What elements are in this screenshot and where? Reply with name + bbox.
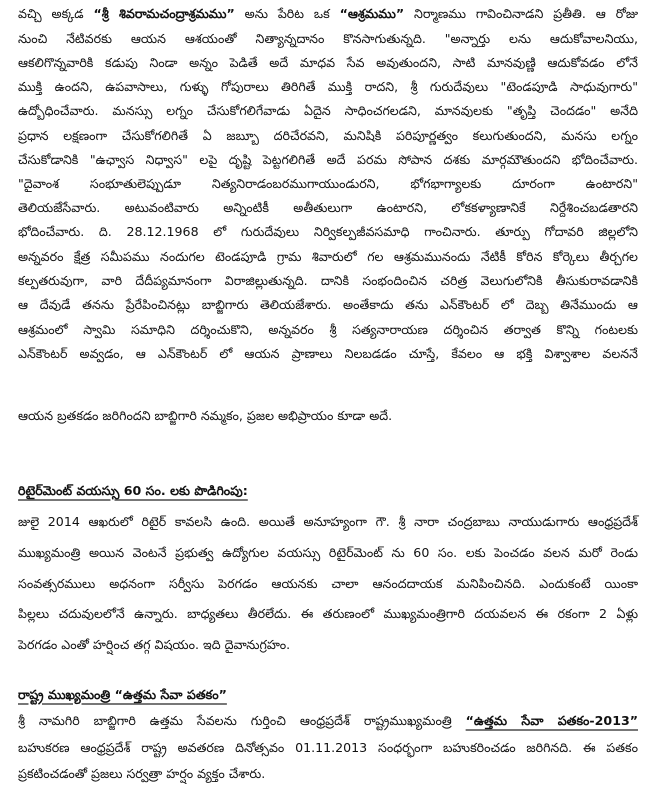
award-title-bold: “ఉత్తమ సేవా పతకం-2013” <box>465 713 638 728</box>
section2-line: పిల్లలు చదువులలోనే ఉన్నారు. బాధ్యతలు తీరలేదు. ఈ తరుణంలో ముఖ్యమంత్రిగారి దయవలన ఈ రకంగా 2 ఏళ్లు <box>18 606 638 621</box>
paragraph1-line: ప్రధాన లక్షణంగా చేసుకోగలిగితే ఏ జబ్బూ దరిచేరవని, మనిషికి పరిపూర్ణత్వం కలుగుతుందని, మనసు లగ్నం <box>18 128 638 143</box>
section3-line <box>18 709 638 733</box>
paragraph1-line: కల్పతరువుగా, వారి దేదీప్యమానంగా విరాజిల్లుతున్నది. దానికి సంభందించిన చరిత్ర వెలుగులోనికి తీసుకురావడానికి <box>18 273 638 288</box>
paragraph1-line: ఆ దేవుడే తనను ప్రేరేపించినట్లు బాబ్జిగారు తెలియజేశారు. అంతేకాదు తను ఎన్‌కౌంటర్ లో దెబ్బ తినేముందు ఆ <box>18 297 638 312</box>
paragraph1-line: ఎన్‌కౌంటర్ అవ్వడం, ఆ ఎన్‌కౌంటర్ లో ఆయన ప్రాణాలు నిలబడడం చూస్తే, కేవలం ఆ భక్తి విశ్వాశాల వలననే <box>18 346 638 361</box>
section-heading-retirement: రిటైర్‌మెంట్ వయస్సు 60 సం. లకు పొడిగింపు: <box>18 483 248 498</box>
text-span: అను పేరిట ఒక <box>234 6 340 21</box>
paragraph1-line: ముక్తి ఉందని, ఉపవాసాలు, గుళ్ళు గోపురాలు తిరిగితే ముక్తి రాదని, శ్రీ గురుదేవులు "టెండపూడి సాధువుగారు" <box>18 79 638 94</box>
paragraph1-line: ఉద్బోధించేవారు. మనస్సు లగ్నం చేసుకోగలిగేవాడు ఏదైన సాధించగలడని, మానవులకు "తృప్తి చెందడం" అనేది <box>18 103 638 118</box>
paragraph1-line: నుంచి నేటివరకు ఆయన ఆశయంతో నిత్యాన్నదానం కొనసాగుతున్నది. "అన్నార్తు లను ఆదుకోవాలనియు, <box>18 31 638 46</box>
text-span: నిర్మాణము గావించినాడని ప్రతీతి. ఆ రోజు <box>404 6 639 21</box>
paragraph1-line <box>18 2 638 26</box>
paragraph1-line: తెలియజేసేవారు. అటువంటివారు అన్నింటికీ అతీతులుగా ఉంటారని, లోకకళ్యాణానికే నిర్దేశించబడతారని <box>18 200 638 215</box>
paragraph1-line: అన్నవరం క్షేత్ర సమీపము నందుగల టెండపూడి గ్రామ శివారులో గల ఆశ్రమమునందు నేటికీ కోరిన కోర్కెలు తీర్చగల <box>18 249 638 264</box>
paragraph1-last-line: ఆయన బ్రతకడం జరిగిందని బాబ్జిగారి నమ్మకం, ప్రజల అభిప్రాయం కూడా అదే. <box>18 408 393 423</box>
paragraph1-line: ఆశ్రమంలో స్వామి సమాధిని దర్శించుకొని, అన్నవరం శ్రీ సత్యనారాయణ దర్శించిన తర్వాత కొన్ని గంటలకు <box>18 322 638 337</box>
section2-last-line: పెరగడం ఎంతో హర్షించ తగ్గ విషయం. ఇది దైవానుగ్రహం. <box>18 637 291 652</box>
section2-line: ముఖ్యమంత్రి అయిన వెంటనే ప్రభుత్వ ఉద్యోగుల వయస్సు రిటైర్‌మెంట్ ను 60 సం. లకు పెంచడం వలన మరో రెండు <box>18 545 638 560</box>
section2-line: జులై 2014 ఆఖరులో రిటైర్ కావలసి ఉంది. అయితే అనూహ్యంగా గౌ. శ్రీ నారా చంద్రబాబు నాయుడుగారు ఆంధ్రప్రదేశ్ <box>18 514 638 529</box>
ashram-name-bold: “శ్రీ శివరామచంద్రాశ్రమము” <box>93 6 235 21</box>
paragraph1-line: చేసుకోడానికి "ఉఛ్వాస నిధ్వాస" లపై దృష్టి పెట్టగలిగితే అదే పరమ సోపాన దశకు మార్గమౌతుందని భోదించేవారు. <box>18 152 638 167</box>
text-span: శ్రీ నామగిరి బాబ్జిగారి ఉత్తమ సేవలను గుర్తించి ఆంధ్రప్రదేశ్ రాష్ట్రముఖ్యమంత్రి <box>18 713 466 728</box>
paragraph1-line: భోదించేవారు. ది. 28.12.1968 లో గురుదేవులు నిర్వికల్పజీవసమాధి గాంచినారు. తూర్పు గోదావరి జిల్లలోని <box>18 224 638 239</box>
section3-last-line: ప్రకటించడంతో ప్రజలు సర్వత్రా హర్షం వ్యక్తం చేశారు. <box>18 766 266 781</box>
paragraph1-line: ఆకలిగొన్నవారికి కడుపు నిండా అన్నం పెడితే అదే మాధవ సేవ అవుతుందని, సాటి మానవుణ్ణి ఆదుకోవడం లోనే <box>18 55 638 70</box>
text-span: వచ్చి అక్కడ <box>18 6 94 21</box>
ashram-word-bold: “ఆశ్రమము” <box>339 6 405 21</box>
paragraph1-line: "దైవాంశ సంభూతులెప్పుడూ నిత్యనిరాడంబరముగాయుండురని, భోగభాగ్యాలకు దూరంగా ఉంటారని" <box>18 176 638 191</box>
section2-line: సంవత్సరములు అధనంగా సర్వీసు పెరగడం ఆయనకు చాలా ఆనందదాయక మనిపించినది. ఎందుకంటే యింకా <box>18 576 638 591</box>
section3-line: బహుకరణ ఆంధ్రప్రదేశ్ రాష్ట్ర అవతరణ దినోత్సవం 01.11.2013 సంధర్భంగా బహుకరించడం జరిగినది. ఈ పతకం <box>18 740 638 755</box>
section-heading-award: రాష్ట్ర ముఖ్యమంత్రి “ఉత్తమ సేవా పతకం” <box>18 687 227 702</box>
